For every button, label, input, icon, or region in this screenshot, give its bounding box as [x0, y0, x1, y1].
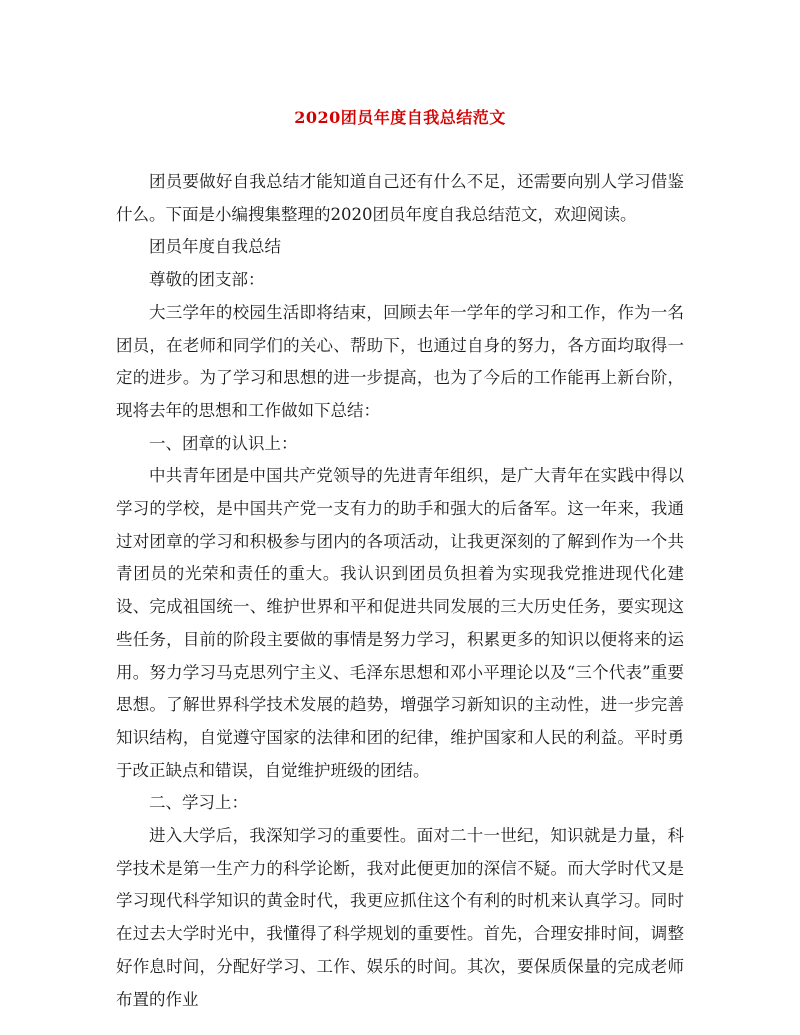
paragraph-salutation: 尊敬的团支部： — [149, 270, 265, 290]
paragraph-heading: 团员年度自我总结 — [149, 237, 281, 257]
document-body — [116, 166, 684, 1016]
paragraph-constitution: 中共青年团是中国共产党领导的先进青年组织，是广大青年在实践中得以学习的学校，是中国共产党一支有力的助手和强大的后备军。这一年来，我通过对团章的学习和积极参与团内的各项活动，让我更深刻的了解到作为一个共青团员的光荣和责任的重大。我认识到团员负担着为实现我党推进现代化建设、完成祖国统一、维护世界和平和促进共同发展的三大历史任务，要实现这些任务，目前的阶段主要做的事情是努力学习，积累更多的知识以便将来的运用。努力学习马克思列宁主义、毛泽东思想和邓小平理论以及“三个代表”重要思想。了解世界科学技术发展的趋势，增强学习新知识的主动性，进一步完善知识结构，自觉遵守国家的法律和团的纪律，维护国家和人民的利益。平时勇于改正缺点和错误，自觉维护班级的团结。 — [116, 466, 684, 780]
section-heading-study: 二、学习上： — [149, 793, 248, 813]
document-title: 2020团员年度自我总结范文 — [294, 108, 506, 127]
section-heading-constitution: 一、团章的认识上： — [149, 433, 298, 453]
paragraph-opening: 大三学年的校园生活即将结束，回顾去年一学年的学习和工作，作为一名团员，在老师和同学们的关心、帮助下，也通过自身的努力，各方面均取得一定的进步。为了学习和思想的进一步提高，也为了今后的工作能再上新台阶，现将去年的思想和工作做如下总结： — [116, 302, 684, 420]
paragraph-study: 进入大学后，我深知学习的重要性。面对二十一世纪，知识就是力量，科学技术是第一生产力的科学论断，我对此便更加的深信不疑。而大学时代又是学习现代科学知识的黄金时代，我更应抓住这个有利的时机来认真学习。同时在过去大学时光中，我懂得了科学规划的重要性。首先，合理安排时间，调整好作息时间，分配好学习、工作、娱乐的时间。其次，要保质保量的完成老师布置的作业 — [116, 826, 684, 1009]
paragraph-intro: 团员要做好自我总结才能知道自己还有什么不足，还需要向别人学习借鉴什么。下面是小编搜集整理的2020团员年度自我总结范文，欢迎阅读。 — [116, 172, 684, 224]
